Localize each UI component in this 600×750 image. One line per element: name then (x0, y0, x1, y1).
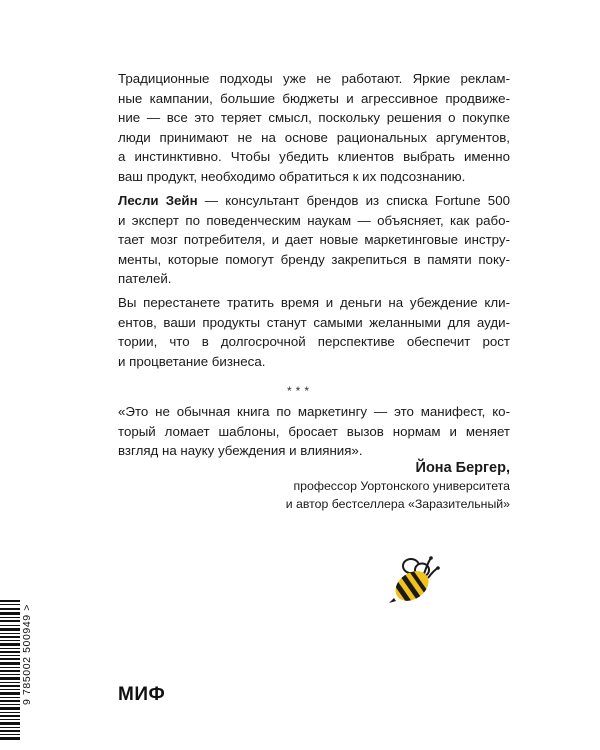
text-line: Вы перестанете тратить время и деньги на убеждение кли- (118, 295, 510, 310)
text-line: люди принимают не на основе рациональных аргументов, (118, 129, 510, 145)
paragraph-intro (118, 69, 510, 187)
text-line: ные кампании, большие бюджеты и агрессивное продвиже- (118, 90, 510, 106)
bee-icon (384, 548, 440, 608)
quote-signature (286, 458, 510, 513)
barcode (0, 600, 20, 740)
reviewer-name: Йона Бергер, (415, 460, 510, 476)
section-separator: *** (286, 384, 313, 398)
text-line: торый ломает шаблоны, бросает вызов нормам и меняет (118, 423, 510, 439)
text-line: ние — все это теряет смысл, поскольку решения о покупке (118, 110, 510, 126)
text-line: и процветание бизнеса. (118, 353, 266, 369)
paragraph-author (118, 191, 510, 289)
text-line: тает мозг потребителя, и дает новые маркетинговые инстру- (118, 232, 510, 248)
text-line: ваш продукт, необходимо обратиться к их подсознанию. (118, 168, 466, 184)
text-line: а инстинктивно. Чтобы убедить клиентов выбрать именно (118, 149, 510, 165)
text-line: Традиционные подходы уже не работают. Яркие реклам- (118, 71, 510, 86)
text-line: пателей. (118, 271, 172, 287)
publisher-logo: МИФ (118, 684, 166, 705)
reviewer-title: и автор бестселлера «Заразительный» (285, 496, 510, 511)
paragraph-benefits (118, 293, 510, 371)
reviewer-title: профессор Уортонского университета (293, 479, 510, 493)
author-description: — консультант брендов из списка Fortune 500 (197, 193, 510, 208)
text-line: ентов, ваши продукты станут самыми желанными для ауди- (118, 314, 510, 330)
text-line: и эксперт по поведенческим наукам — объясняет, как рабо- (118, 212, 510, 228)
text-line: менты, которые помогут бренду закрепиться в памяти поку- (118, 251, 510, 267)
text-line: «Это не обычная книга по маркетингу — это манифест, ко- (118, 404, 510, 419)
text-line: тории, что в долгосрочной перспективе обеспечит рост (118, 334, 510, 350)
author-name: Лесли Зейн (118, 193, 198, 208)
isbn-number (21, 604, 33, 734)
text-line (118, 191, 510, 211)
review-quote (118, 402, 510, 461)
isbn-digits: 9 785002 500949 > (21, 604, 33, 705)
text-line: взгляд на науку убеждения и влияния». (118, 443, 363, 459)
